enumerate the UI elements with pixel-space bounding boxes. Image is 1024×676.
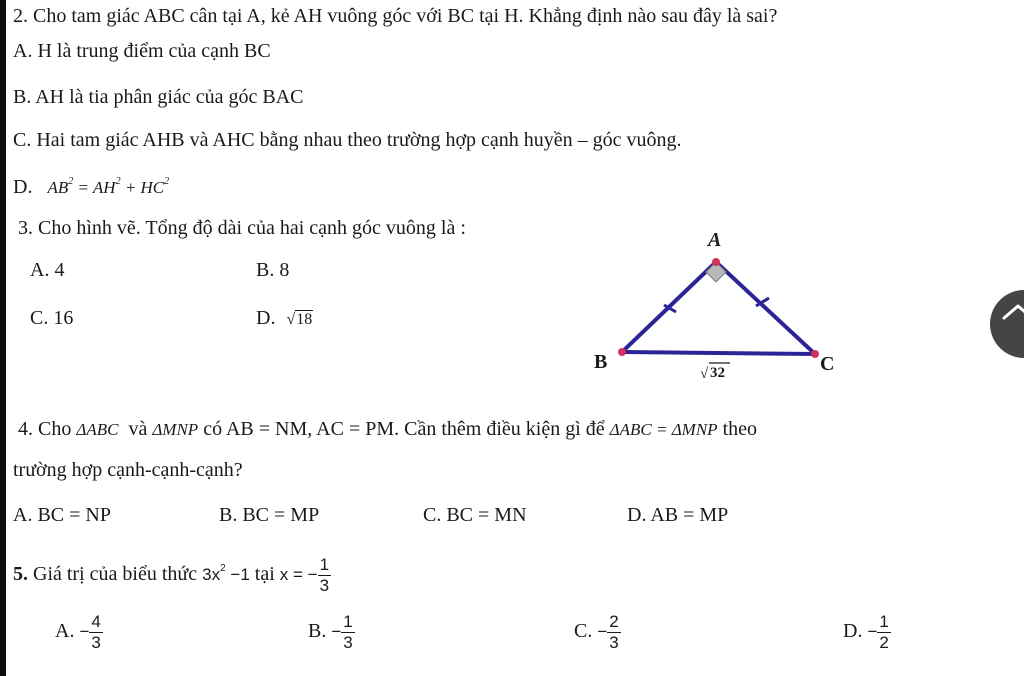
triangle-side-bc — [622, 352, 815, 354]
left-edge-bar — [0, 0, 6, 676]
q2-option-c: C. Hai tam giác AHB và AHC bằng nhau theo trường hợp cạnh huyền – góc vuông. — [13, 129, 682, 151]
formula-exponent: 2 — [164, 176, 170, 187]
q2-option-b: B. AH là tia phân giác của góc BAC — [13, 86, 304, 108]
option-fraction — [89, 612, 102, 653]
q4-option-b: B. BC = MP — [219, 504, 320, 526]
q5-option-d — [843, 612, 891, 653]
fraction-denominator: 2 — [879, 633, 889, 652]
fraction-denominator: 3 — [343, 633, 353, 652]
option-label: B. — [308, 620, 327, 643]
triangle-figure — [580, 222, 840, 387]
expr-exponent: 2 — [220, 563, 226, 575]
scroll-up-button[interactable] — [990, 290, 1024, 358]
q3-option-d-label: D. — [256, 307, 276, 329]
q4-stem-body: có AB = NM, AC = PM. Cần thêm điều kiện gì để — [203, 418, 605, 440]
q2-stem: 2. Cho tam giác ABC cân tại A, kẻ AH vuông góc với BC tại H. Khẳng định nào sau đây là sai? — [13, 5, 778, 27]
q2-option-d — [13, 170, 169, 200]
fraction-numerator: 2 — [609, 612, 619, 631]
vertex-a-label: A — [708, 229, 722, 251]
option-fraction — [877, 612, 890, 653]
fraction-numerator: 1 — [319, 555, 330, 574]
triangle-abc-symbol: ΔABC — [76, 420, 119, 439]
q2-option-d-label: D. — [13, 176, 33, 198]
q4-option-a: A. BC = NP — [13, 504, 111, 526]
triangle-equality: ΔABC = ΔMNP — [609, 420, 718, 439]
vertex-b-label: B — [594, 351, 608, 373]
option-fraction — [341, 612, 354, 653]
option-sign: − — [597, 622, 608, 642]
vertex-c-point — [811, 350, 819, 358]
q5-number: 5. — [13, 563, 28, 586]
q3-option-b: B. 8 — [256, 259, 290, 281]
q5-tai: tại — [254, 563, 275, 586]
x-value-fraction — [318, 555, 331, 596]
triangle-side-ac — [716, 262, 815, 354]
q5-stem-text: Giá trị của biểu thức — [33, 563, 198, 586]
fraction-numerator: 1 — [879, 612, 889, 631]
fraction-denominator: 3 — [319, 576, 330, 595]
formula-exponent: 2 — [115, 176, 121, 187]
option-sign: − — [867, 622, 878, 642]
q2-option-d-formula — [47, 178, 169, 197]
formula-term-ab: AB — [47, 178, 69, 197]
formula-term-hc: + HC — [124, 178, 165, 197]
q5-expression — [202, 565, 250, 584]
vertex-b-point — [618, 348, 626, 356]
q4-option-d: D. AB = MP — [627, 504, 729, 526]
option-label: D. — [843, 620, 863, 643]
base-length-radicand: 32 — [710, 365, 725, 381]
q4-stem — [18, 417, 757, 442]
q4-stem-line2: trường hợp cạnh-cạnh-cạnh? — [13, 459, 243, 481]
fraction-denominator: 3 — [91, 633, 101, 652]
triangle-mnp-symbol: ΔMNP — [152, 420, 199, 439]
q4-option-c: C. BC = MN — [423, 504, 527, 526]
formula-exponent: 2 — [68, 176, 74, 187]
q3-option-d — [256, 306, 313, 332]
fraction-denominator: 3 — [609, 633, 619, 652]
base-length-sqrt-sign: √ — [700, 366, 709, 382]
option-label: A. — [55, 620, 75, 643]
vertex-c-label: C — [820, 353, 835, 375]
option-sign: − — [331, 622, 342, 642]
fraction-numerator: 1 — [343, 612, 353, 631]
option-fraction — [607, 612, 620, 653]
q4-theo: theo — [722, 418, 757, 440]
q2-option-a: A. H là trung điểm của cạnh BC — [13, 40, 271, 62]
q3-stem: 3. Cho hình vẽ. Tổng độ dài của hai cạnh góc vuông là : — [18, 217, 466, 239]
q5-stem — [13, 555, 331, 596]
vertex-a-point — [712, 258, 720, 266]
sqrt-expression — [286, 308, 313, 332]
chevron-up-icon — [998, 300, 1024, 340]
expr-term: 3x — [202, 565, 221, 585]
q4-stem-lead: 4. Cho — [18, 418, 72, 440]
formula-term-ah: = AH — [77, 178, 116, 197]
sqrt-radicand: 18 — [296, 311, 313, 328]
q5-option-b — [308, 612, 355, 653]
fraction-numerator: 4 — [91, 612, 101, 631]
option-sign: − — [79, 622, 90, 642]
q3-option-a: A. 4 — [30, 259, 65, 281]
expr-constant: −1 — [230, 565, 250, 585]
q5-option-c — [574, 612, 621, 653]
option-label: C. — [574, 620, 593, 643]
q3-option-c: C. 16 — [30, 307, 74, 329]
q4-and: và — [128, 418, 148, 440]
q5-option-a — [55, 612, 103, 653]
sqrt-sign: √ — [286, 311, 296, 328]
x-equals: x = − — [279, 565, 318, 585]
